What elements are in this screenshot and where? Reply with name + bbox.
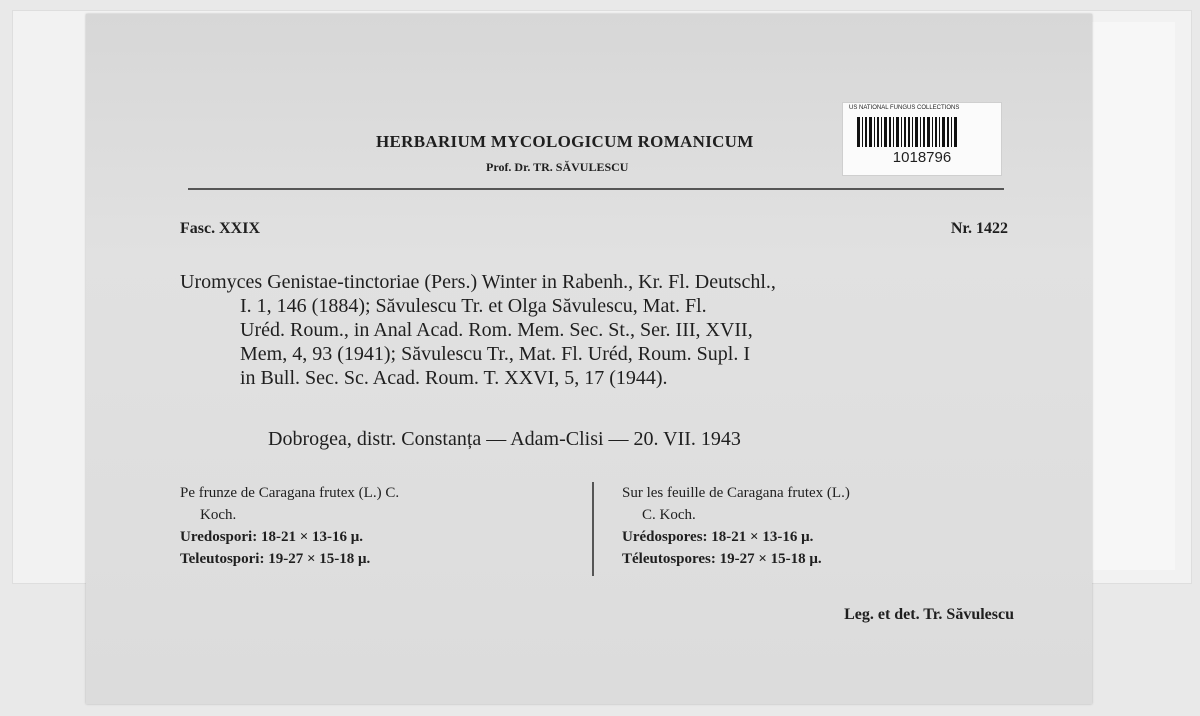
herbarium-curator: Prof. Dr. TR. SĂVULESCU — [486, 160, 629, 174]
specimen-number: Nr. 1422 — [950, 220, 1008, 237]
taxon-citation — [180, 270, 1012, 390]
barcode-label — [842, 102, 1002, 176]
citation-line: in Bull. Sec. Sc. Acad. Roum. T. XXVI, 5, 17 (1944). — [240, 367, 668, 389]
specimen-label — [86, 14, 1092, 704]
host-text: Sur les feuille de Caragana frutex (L.) — [622, 485, 850, 501]
herbarium-title: HERBARIUM MYCOLOGICUM ROMANICUM — [376, 132, 754, 151]
french-description — [622, 482, 1022, 570]
herbarium-sheet-edge — [1082, 22, 1175, 570]
fascicle-number: Fasc. XXIX — [180, 220, 260, 237]
host-text: Pe frunze de Caragana frutex (L.) C. — [180, 485, 400, 501]
citation-line: Mem, 4, 93 (1941); Săvulescu Tr., Mat. Fl. Uréd, Roum. Supl. I — [240, 343, 751, 365]
barcode-icon — [857, 117, 989, 147]
host-text: Koch. — [200, 507, 237, 523]
header-divider — [188, 188, 1004, 190]
column-divider — [592, 482, 594, 576]
collection-locality: Dobrogea, distr. Constanța — Adam-Clisi — 20. VII. 1943 — [268, 428, 741, 450]
catalog-number: 1018796 — [892, 149, 952, 166]
citation-line: Uromyces Genistae-tinctoriae (Pers.) Winter in Rabenh., Kr. Fl. Deutschl., — [180, 271, 776, 293]
spore-measurement: Teleutospori: 19-27 × 15-18 μ. — [180, 551, 371, 567]
host-text: C. Koch. — [642, 507, 696, 523]
romanian-description — [180, 482, 572, 570]
spore-measurement: Téleutospores: 19-27 × 15-18 μ. — [622, 551, 822, 567]
spore-measurement: Urédospores: 18-21 × 13-16 μ. — [622, 529, 814, 545]
spore-measurement: Uredospori: 18-21 × 13-16 μ. — [180, 529, 364, 545]
collector-credit: Leg. et det. Tr. Săvulescu — [844, 606, 1014, 623]
citation-line: I. 1, 146 (1884); Săvulescu Tr. et Olga Săvulescu, Mat. Fl. — [240, 295, 707, 317]
barcode-caption: US NATIONAL FUNGUS COLLECTIONS — [849, 105, 960, 111]
citation-line: Uréd. Roum., in Anal Acad. Rom. Mem. Sec. St., Ser. III, XVII, — [240, 319, 753, 341]
